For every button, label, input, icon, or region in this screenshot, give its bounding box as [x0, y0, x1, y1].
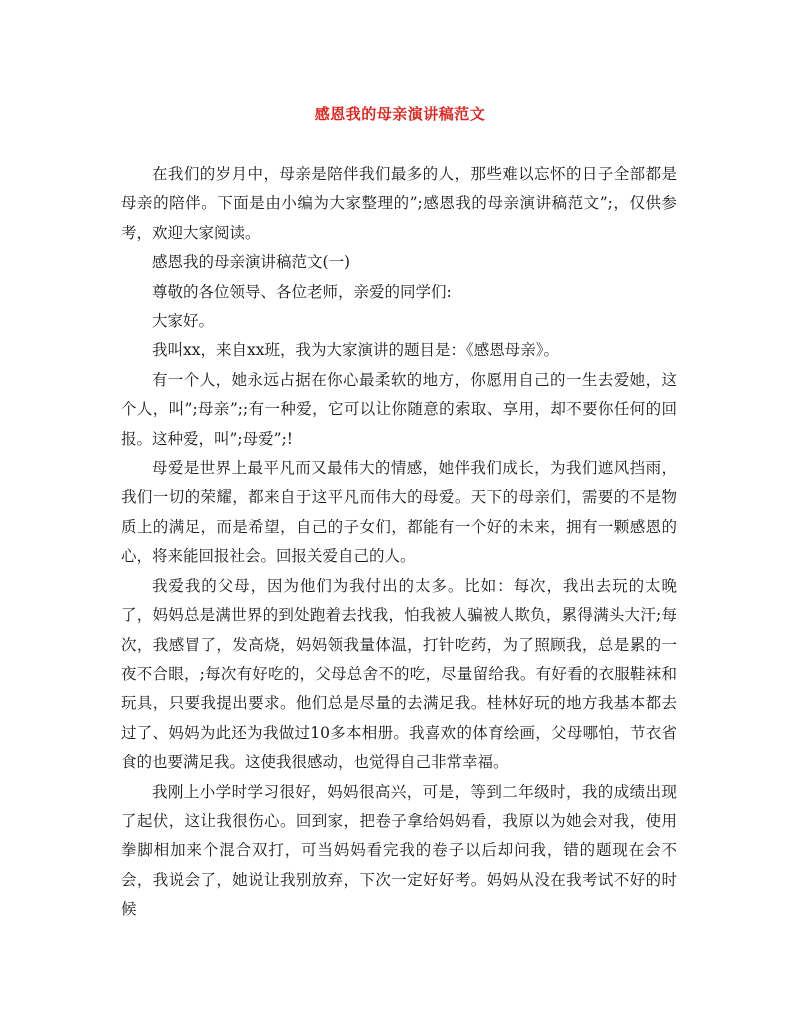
paragraph-school-story: 我刚上小学时学习很好，妈妈很高兴，可是，等到二年级时，我的成绩出现了起伏，这让我很伤心。回到家，把卷子拿给妈妈看，我原以为她会对我，使用拳脚相加来个混合双打，可当妈妈看完我的卷子以后却问我，错的题现在会不会，我说会了，她说让我别放弃，下次一定好好考。妈妈从没在我考试不好的时候 [121, 782, 677, 919]
paragraph-mother-definition: 有一个人，她永远占据在你心最柔软的地方，你愿用自己的一生去爱她，这个人，叫”;母亲”;;有一种爱，它可以让你随意的索取、享用，却不要你任何的回报。这种爱，叫”;母爱”;! [121, 370, 677, 448]
paragraph-self-introduction: 我叫xx，来自xx班，我为大家演讲的题目是：《感恩母亲》。 [152, 341, 559, 360]
paragraph-parents-care: 我爱我的父母，因为他们为我付出的太多。比如：每次，我出去玩的太晚了，妈妈总是满世界的到处跑着去找我，怕我被人骗被人欺负，累得满头大汗;每次，我感冒了，发高烧，妈妈领我量体温，打针吃药，为了照顾我，总是累的一夜不合眼，;每次有好吃的，父母总舍不的吃，尽量留给我。有好看的衣服鞋袜和玩具，只要我提出要求。他们总是尽量的去满足我。桂林好玩的地方我基本都去过了、妈妈为此还为我做过10多本相册。我喜欢的体育绘画，父母哪怕，节衣省食的也要满足我。这使我很感动，也觉得自己非常幸福。 [121, 576, 677, 772]
paragraph-salutation: 尊敬的各位领导、各位老师，亲爱的同学们: [152, 282, 452, 301]
document-title: 感恩我的母亲演讲稿范文 [314, 105, 486, 123]
paragraph-section-heading: 感恩我的母亲演讲稿范文(一) [152, 253, 351, 272]
paragraph-mother-love: 母爱是世界上最平凡而又最伟大的情感，她伴我们成长，为我们遮风挡雨，我们一切的荣耀，都来自于这平凡而伟大的母爱。天下的母亲们，需要的不是物质上的满足，而是希望，自己的子女们，都能有一个好的未来，拥有一颗感恩的心，将来能回报社会。回报关爱自己的人。 [121, 459, 677, 566]
document-body [121, 160, 677, 925]
paragraph-greeting: 大家好。 [152, 312, 215, 331]
paragraph-intro: 在我们的岁月中，母亲是陪伴我们最多的人，那些难以忘怀的日子全部都是母亲的陪伴。下面是由小编为大家整理的”;感恩我的母亲演讲稿范文”;，仅供参考，欢迎大家阅读。 [121, 165, 677, 242]
